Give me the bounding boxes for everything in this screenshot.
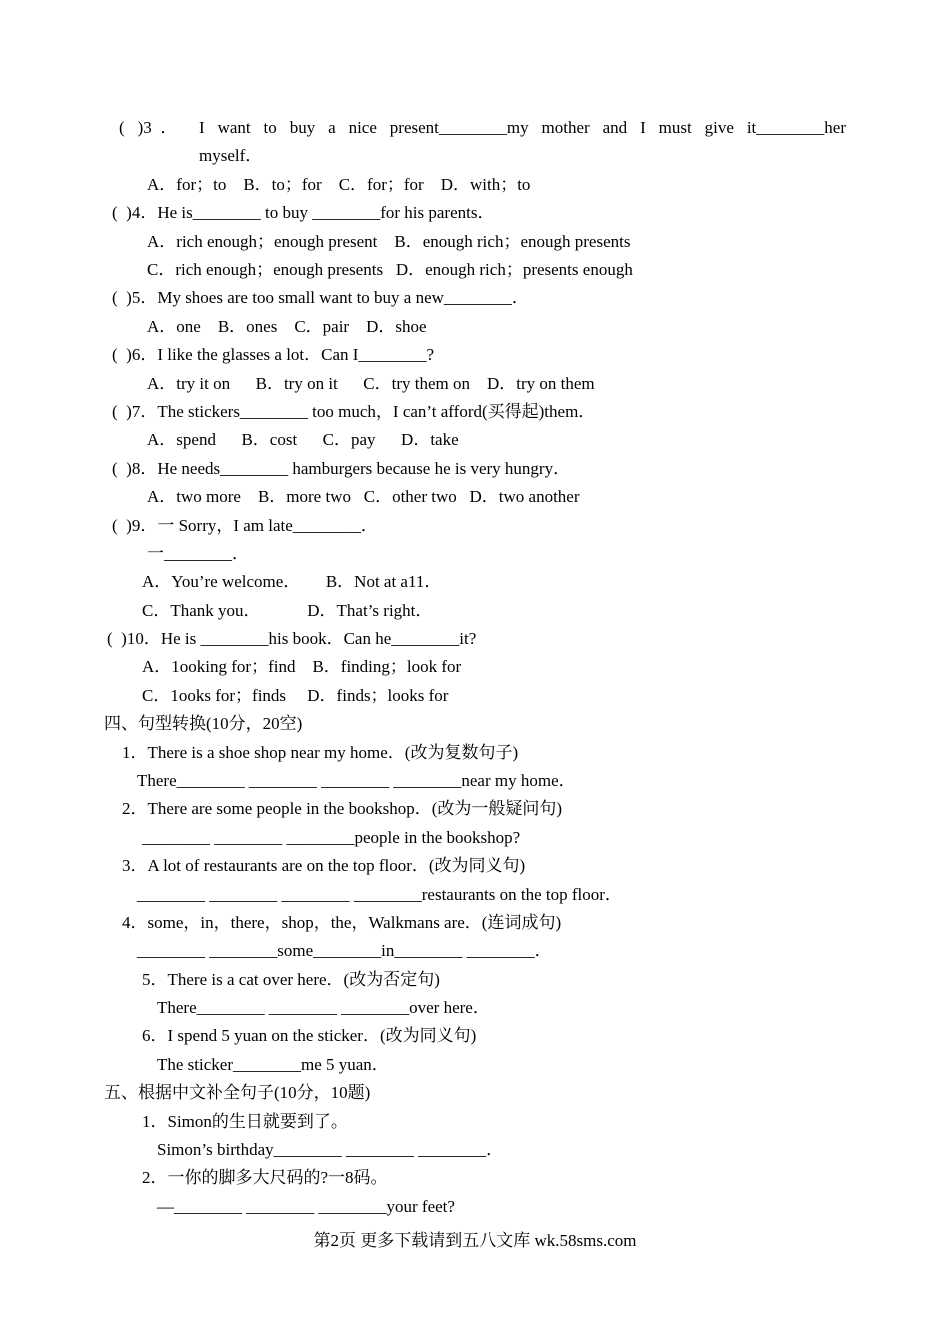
section-4-item-5-answer: There________ ________ ________over here． xyxy=(157,998,490,1017)
question-10-options-2: C．1ooks for；finds D．finds；looks for xyxy=(142,686,449,705)
question-7-stem: ( )7．The stickers________ too much，I can’t afford(买得起)them． xyxy=(112,402,596,421)
question-10-stem: ( )10．He is ________his book．Can he________it? xyxy=(107,629,477,648)
section-4-item-1-answer: There________ ________ ________ ________near my home． xyxy=(137,771,576,790)
question-3-options: A．for；to B．to；for C．for；for D．with；to xyxy=(147,175,531,194)
section-4-item-3-answer: ________ ________ ________ ________restaurants on the top floor． xyxy=(137,885,622,904)
question-9-stem: ( )9．一 Sorry，I am late________． xyxy=(112,516,378,535)
question-8-stem: ( )8．He needs________ hamburgers because he is very hungry． xyxy=(112,459,571,478)
section-4-item-4-prompt: 4．some，in，there，shop，the，Walkmans are．(连词成句) xyxy=(122,913,562,932)
question-4-stem: ( )4．He is________ to buy ________for his parents． xyxy=(112,203,495,222)
question-3-stem: ( )3． I want to buy a nice present________my mother and I must give it________her xyxy=(119,118,846,137)
question-7-options: A．spend B．cost C．pay D．take xyxy=(147,430,459,449)
question-3-stem-cont: myself． xyxy=(199,146,263,165)
section-4-item-6-prompt: 6．I spend 5 yuan on the sticker．(改为同义句) xyxy=(142,1026,477,1045)
question-8-options: A．two more B．more two C．other two D．two another xyxy=(147,487,580,506)
section-5-item-1-prompt: 1．Simon的生日就要到了。 xyxy=(142,1112,348,1131)
question-5-stem: ( )5．My shoes are too small want to buy a new________． xyxy=(112,288,529,307)
section-5-item-1-answer: Simon’s birthday________ ________ ________． xyxy=(157,1140,504,1159)
section-4-item-4-answer: ________ ________some________in________ ________． xyxy=(137,941,552,960)
section-4-item-5-prompt: 5．There is a cat over here．(改为否定句) xyxy=(142,970,440,989)
question-6-stem: ( )6．I like the glasses a lot．Can I________? xyxy=(112,345,434,364)
section-4-item-1-prompt: 1．There is a shoe shop near my home．(改为复数句子) xyxy=(122,743,519,762)
section-5-heading: 五、根据中文补全句子(10分，10题) xyxy=(104,1083,371,1102)
section-4-item-3-prompt: 3．A lot of restaurants are on the top floor．(改为同义句) xyxy=(122,856,526,875)
page-footer: 第2页 更多下载请到五八文库 wk.58sms.com xyxy=(313,1231,637,1250)
question-4-options-2: C．rich enough；enough presents D．enough rich；presents enough xyxy=(147,260,633,279)
section-5-item-2-prompt: 2．一你的脚多大尺码的?一8码。 xyxy=(142,1168,388,1187)
section-4-heading: 四、句型转换(10分，20空) xyxy=(104,714,303,733)
section-4-item-2-prompt: 2．There are some people in the bookshop．(改为一般疑问句) xyxy=(122,799,563,818)
question-9-options-2: C．Thank you． D．That’s right． xyxy=(142,601,433,620)
question-6-options: A．try it on B．try on it C．try them on D．try on them xyxy=(147,374,595,393)
section-4-item-6-answer: The sticker________me 5 yuan． xyxy=(157,1055,389,1074)
question-5-options: A．one B．ones C．pair D．shoe xyxy=(147,317,427,336)
question-10-options-1: A．1ooking for；find B．finding；look for xyxy=(142,657,462,676)
question-9-reply: 一________． xyxy=(147,544,249,563)
section-4-item-2-answer: ________ ________ ________people in the bookshop? xyxy=(142,828,521,847)
section-5-item-2-answer: —________ ________ ________your feet? xyxy=(157,1197,455,1216)
question-9-options-1: A．You’re welcome． B．Not at a11． xyxy=(142,572,442,591)
question-4-options-1: A．rich enough；enough present B．enough rich；enough presents xyxy=(147,232,631,251)
